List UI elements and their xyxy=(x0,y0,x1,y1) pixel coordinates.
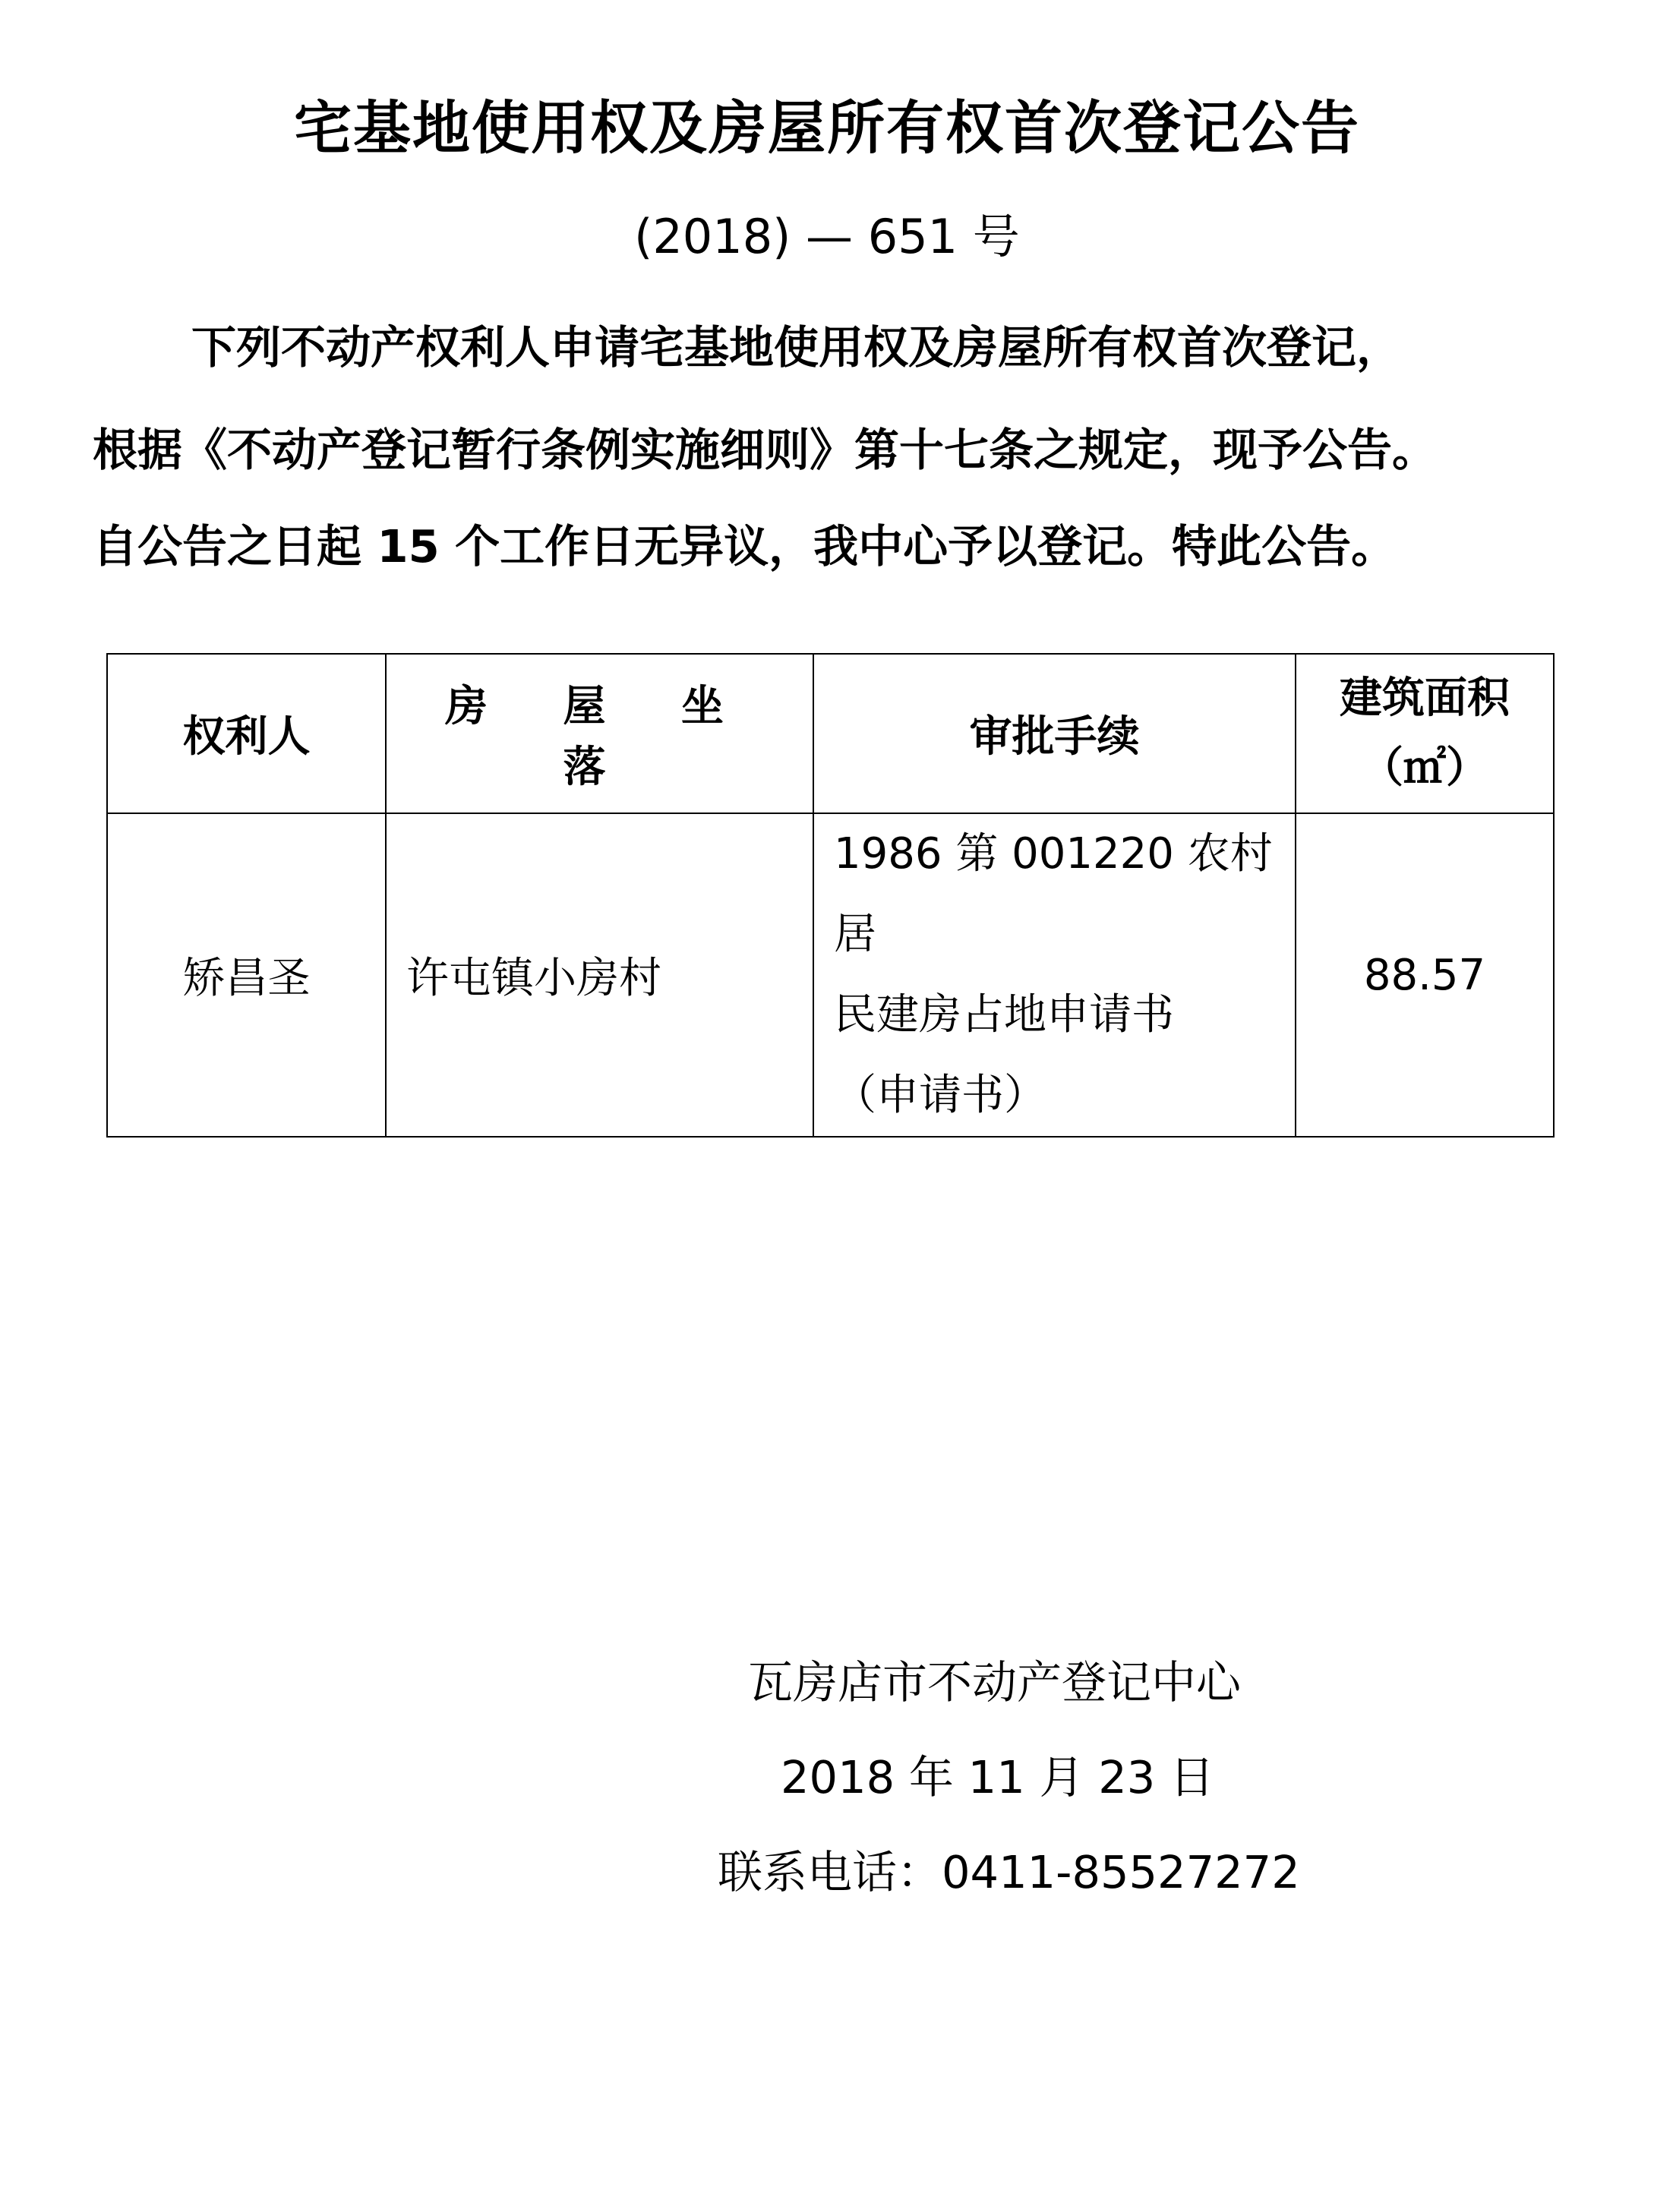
table-row xyxy=(107,813,1554,1137)
cell-holder: 矫昌圣 xyxy=(107,813,386,1137)
notice-paragraph-line-3: 自公告之日起 15 个工作日无异议，我中心予以登记。特此公告。 xyxy=(93,520,1397,573)
cell-area: 88.57 xyxy=(1296,813,1554,1137)
header-holder: 权利人 xyxy=(107,654,386,813)
header-approval: 审批手续 xyxy=(813,654,1296,813)
header-area-unit: （㎡） xyxy=(1361,743,1488,793)
contact-phone: 联系电话：0411-85527272 xyxy=(718,1846,1300,1898)
table-header-row xyxy=(107,654,1554,813)
approval-line: （申请书） xyxy=(834,1071,1046,1120)
notice-title: 宅基地使用权及房屋所有权首次登记公告 xyxy=(294,94,1360,162)
header-area xyxy=(1296,654,1554,813)
notice-paragraph-line-1: 下列不动产权利人申请宅基地使用权及房屋所有权首次登记， xyxy=(191,321,1402,374)
header-area-label: 建筑面积 xyxy=(1340,674,1510,723)
issuing-organization: 瓦房店市不动产登记中心 xyxy=(748,1656,1242,1709)
cell-location: 许屯镇小房村 xyxy=(386,813,813,1137)
issue-date: 2018 年 11 月 23 日 xyxy=(781,1751,1215,1803)
registration-table xyxy=(106,653,1555,1138)
header-location: 房 屋 坐 落 xyxy=(386,654,813,813)
document-number: (2018) — 651 号 xyxy=(634,209,1020,264)
cell-approval xyxy=(813,813,1296,1137)
notice-paragraph-line-2: 根据《不动产登记暂行条例实施细则》第十七条之规定，现予公告。 xyxy=(93,424,1438,476)
approval-line: 1986 第 001220 农村居 xyxy=(834,829,1273,959)
approval-line: 民建房占地申请书 xyxy=(834,990,1174,1040)
